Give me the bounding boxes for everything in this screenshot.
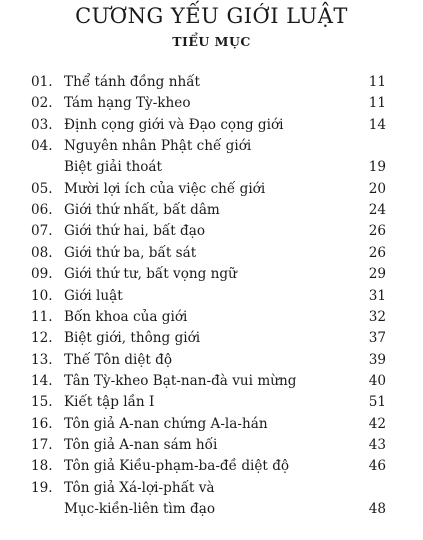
toc-entry [0, 371, 423, 391]
toc-entry-page: 14 [368, 116, 386, 133]
toc-entry-number: 08. [31, 244, 53, 261]
toc-entry-title: Mười lợi ích của việc chế giới [64, 180, 266, 197]
toc-entry-page: 24 [368, 202, 386, 219]
toc-entry-page: 42 [368, 415, 386, 432]
toc-entry-number: 04. [31, 138, 53, 155]
toc-entry [0, 414, 423, 434]
toc-entry-title: Biệt giải thoát [64, 159, 162, 176]
toc-entry-page: 26 [368, 223, 386, 240]
toc-entry-title: Giới thứ nhất, bất dâm [64, 202, 220, 219]
toc-entry [0, 179, 423, 199]
toc-entry-title: Tôn giả Kiều-phạm-ba-đề diệt độ [64, 458, 290, 475]
toc-entry-page: 31 [368, 287, 386, 304]
toc-entry-number: 15. [31, 394, 53, 411]
toc-entry-page: 37 [368, 330, 386, 347]
toc-entry [0, 456, 423, 476]
toc-entry-page: 43 [368, 436, 386, 453]
toc-entry-continuation [0, 499, 423, 519]
toc-entry-page: 51 [368, 394, 386, 411]
toc-entry-number: 02. [31, 95, 53, 112]
toc-entry-page: 40 [368, 372, 386, 389]
toc-entry-title: Giới thứ hai, bất đạo [64, 223, 206, 240]
toc-entry-number: 11. [31, 308, 53, 325]
toc-entry-continuation [0, 157, 423, 177]
toc-entry-number: 14. [31, 372, 53, 389]
toc-entry-page: 20 [368, 180, 386, 197]
toc-entry-title: Giới thứ tư, bất vọng ngữ [64, 266, 237, 283]
toc-entry-title: Tôn giả A-nan sám hối [64, 436, 218, 453]
toc-entry-title: Tôn giả A-nan chứng A-la-hán [64, 415, 268, 432]
page-title: CƯƠNG YẾU GIỚI LUẬT [75, 4, 348, 28]
toc-entry-title: Định cọng giới và Đạo cọng giới [64, 116, 284, 133]
toc-entry-page: 48 [368, 501, 386, 517]
toc-entry-title: Nguyên nhân Phật chế giới [64, 138, 252, 155]
toc-entry-number: 05. [31, 180, 53, 197]
toc-entry-page: 26 [368, 244, 386, 261]
toc-entry-title: Giới luật [64, 287, 123, 304]
toc-entry-title: Tôn giả Xá-lợi-phất và [64, 479, 215, 496]
toc-entry [0, 435, 423, 455]
toc-entry-page: 11 [368, 74, 386, 90]
toc-entry [0, 115, 423, 135]
toc-entry-title: Bốn khoa của giới [64, 308, 188, 325]
toc-entry-title: Giới thứ ba, bất sát [64, 244, 197, 261]
toc-entry-title: Biệt giới, thông giới [64, 330, 201, 347]
page-subtitle: TIỂU MỤC [172, 34, 251, 49]
toc-entry [0, 328, 423, 348]
toc-entry [0, 478, 423, 498]
toc-entry-page: 11 [368, 95, 386, 112]
toc-entry-number: 10. [31, 287, 53, 304]
toc-entry-title: Mục-kiền-liên tìm đạo [64, 501, 216, 517]
toc-entry-number: 19. [31, 479, 53, 496]
toc-entry-number: 07. [31, 223, 53, 240]
toc-entry [0, 307, 423, 327]
toc-entry [0, 243, 423, 263]
toc-entry-number: 13. [31, 351, 53, 368]
toc-entry-number: 16. [31, 415, 53, 432]
toc-entry [0, 200, 423, 220]
toc-entry [0, 392, 423, 412]
toc-entry-title: Tám hạng Tỳ-kheo [64, 95, 191, 112]
toc-entry-number: 17. [31, 436, 53, 453]
toc-entry [0, 93, 423, 113]
toc-entry-number: 12. [31, 330, 53, 347]
toc-entry-page: 46 [368, 458, 386, 475]
toc-entry-title: Thể tánh đồng nhất [64, 74, 201, 90]
toc-entry [0, 221, 423, 241]
toc-entry-title: Tân Tỳ-kheo Bạt-nan-đà vui mừng [64, 372, 297, 389]
toc-entry-number: 18. [31, 458, 53, 475]
toc-entry-number: 03. [31, 116, 53, 133]
toc-entry [0, 286, 423, 306]
toc-entry-page: 19 [368, 159, 386, 176]
toc-entry-number: 01. [31, 74, 53, 90]
toc-entry-title: Kiết tập lần I [64, 394, 155, 411]
toc-entry-title: Thế Tôn diệt độ [64, 351, 173, 368]
toc-entry [0, 136, 423, 156]
toc-entry-page: 32 [368, 308, 386, 325]
toc-entry-number: 09. [31, 266, 53, 283]
toc-entry [0, 350, 423, 370]
toc-entry [0, 264, 423, 284]
toc-entry [0, 72, 423, 92]
toc-entry-page: 39 [368, 351, 386, 368]
toc-entry-page: 29 [368, 266, 386, 283]
toc-entry-number: 06. [31, 202, 53, 219]
